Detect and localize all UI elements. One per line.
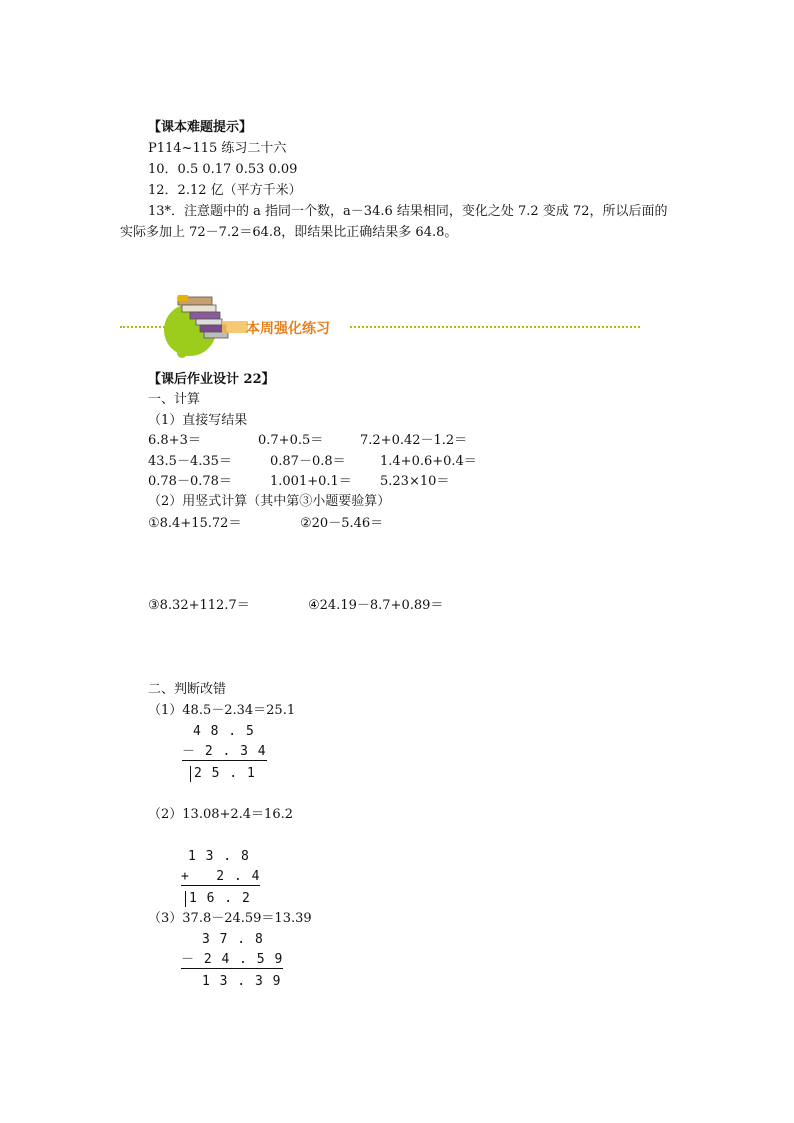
problem: 6.8+3＝ xyxy=(148,433,201,448)
problem: 0.87－0.8＝ xyxy=(270,454,346,469)
banner-divider-right xyxy=(350,326,640,328)
judge-question: （1）48.5－2.34＝25.1 xyxy=(148,703,296,718)
vertical-operand: + 2 . 4 xyxy=(181,869,261,884)
vertical-top: 3 7 . 8 xyxy=(202,932,264,947)
hint-line: 10．0.5 0.17 0.53 0.09 xyxy=(148,162,298,177)
hint-line: 实际多加上 72－7.2＝64.8，即结果比正确结果多 64.8。 xyxy=(120,225,458,240)
problem: 0.7+0.5＝ xyxy=(258,433,324,448)
vertical-top: 1 3 . 8 xyxy=(188,849,250,864)
vertical-result: 2 5 . 1 xyxy=(190,766,256,782)
problem: 7.2+0.42－1.2＝ xyxy=(360,433,468,448)
vertical-top: 4 8 . 5 xyxy=(193,724,255,739)
vertical-problem: ①8.4+15.72＝ xyxy=(148,516,242,531)
hint-line: P114~115 练习二十六 xyxy=(148,141,287,156)
problem: 1.001+0.1＝ xyxy=(270,474,352,489)
vertical-operand: － 2 . 3 4 xyxy=(182,744,267,759)
part-title: （2）用竖式计算（其中第③小题要验算） xyxy=(148,494,391,509)
problem: 0.78－0.78＝ xyxy=(148,474,232,489)
vertical-problem: ④24.19－8.7+0.89＝ xyxy=(308,598,444,613)
section-title: 一、计算 xyxy=(148,392,201,407)
vertical-result: 1 6 . 2 xyxy=(185,891,251,907)
vertical-problem: ③8.32+112.7＝ xyxy=(148,598,250,613)
hint-line: 13*．注意题中的 a 指同一个数，a－34.6 结果相同，变化之处 7.2 变成 72，所以后面的 xyxy=(148,204,668,219)
banner-title: 本周强化练习 xyxy=(246,321,330,337)
hints-heading: 【课本难题提示】 xyxy=(148,120,253,135)
book-stack-icon xyxy=(160,285,250,360)
vertical-problem: ②20－5.46＝ xyxy=(300,516,384,531)
vertical-operand: － 2 4 . 5 9 xyxy=(181,952,284,967)
judge-question: （3）37.8－24.59＝13.39 xyxy=(148,911,312,926)
vertical-result: 1 3 . 3 9 xyxy=(202,974,282,989)
hint-line: 12．2.12 亿（平方千米） xyxy=(148,183,302,198)
problem: 43.5－4.35＝ xyxy=(148,454,232,469)
problem: 5.23×10＝ xyxy=(380,474,450,489)
homework-heading: 【课后作业设计 22】 xyxy=(148,372,275,387)
banner-divider-left xyxy=(120,326,165,328)
section-title: 二、判断改错 xyxy=(148,682,227,697)
judge-question: （2）13.08+2.4＝16.2 xyxy=(148,807,293,822)
problem: 1.4+0.6+0.4＝ xyxy=(380,454,477,469)
part-title: （1）直接写结果 xyxy=(148,413,248,428)
